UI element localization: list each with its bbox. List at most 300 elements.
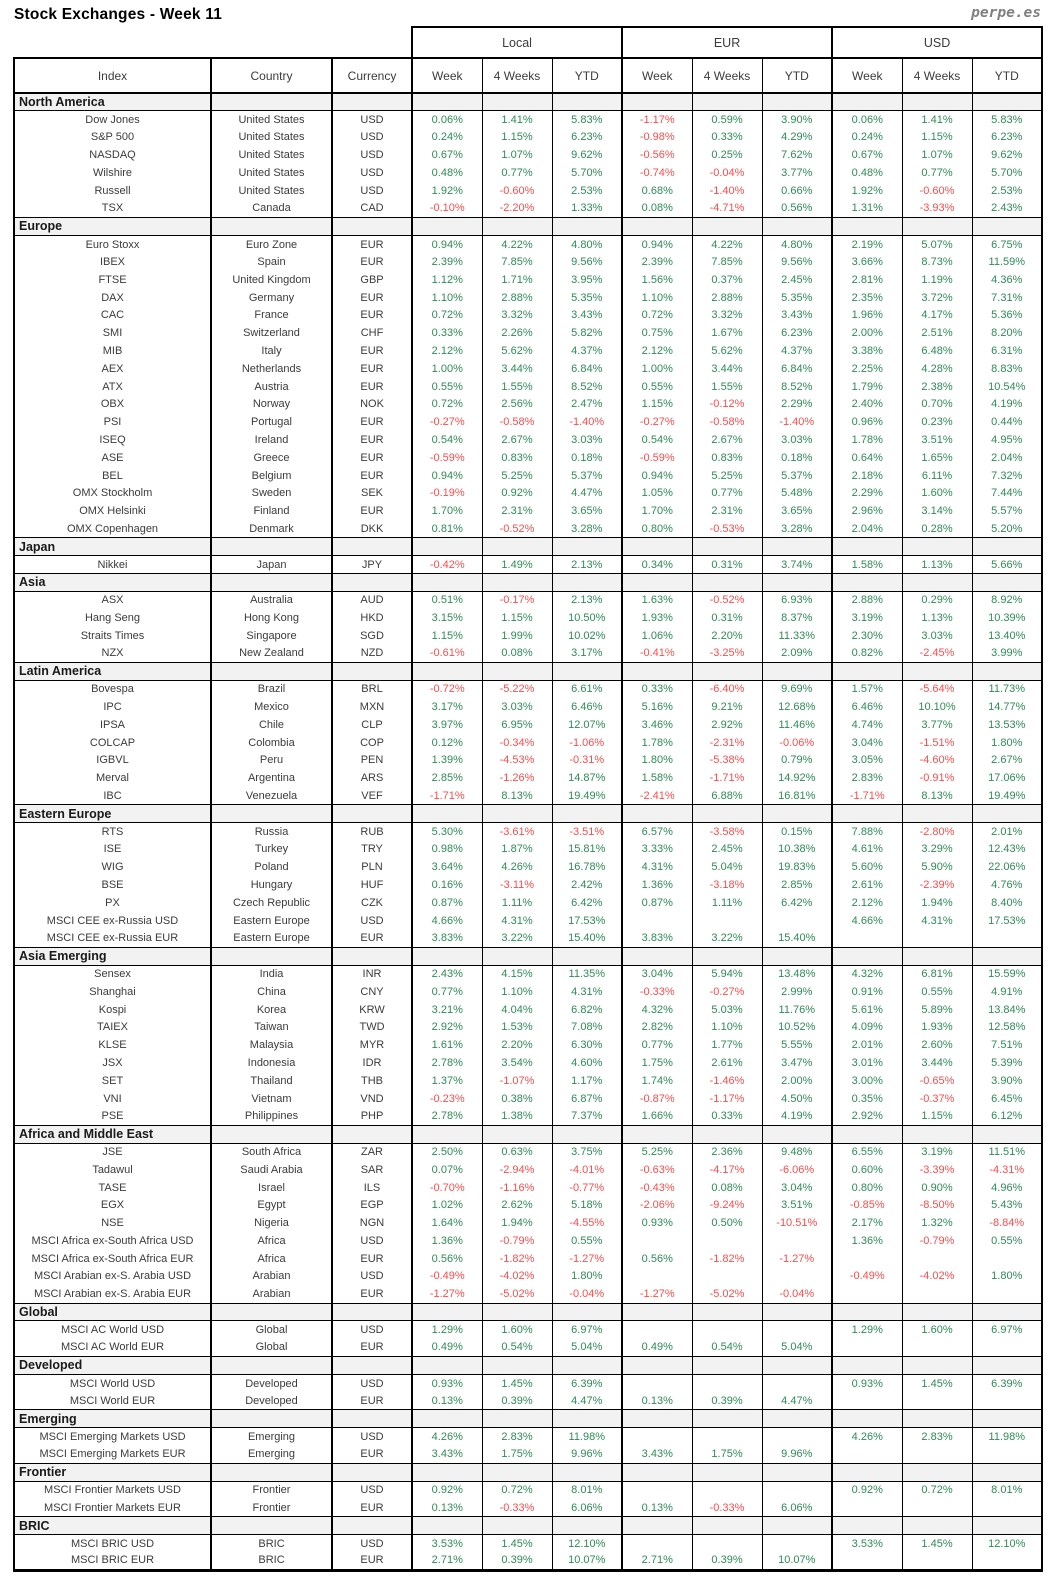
value-cell (972, 929, 1042, 947)
section-cell (832, 93, 902, 111)
value-cell: 1.80% (552, 1268, 622, 1286)
currency-cell: ZAR (332, 1143, 412, 1161)
value-cell: 2.88% (692, 289, 762, 307)
column-header-row (14, 58, 1042, 93)
country-cell: Norway (211, 396, 332, 414)
value-cell: 0.94% (412, 235, 482, 253)
col-header-country: Country (211, 58, 332, 93)
section-title: Frontier (14, 1463, 211, 1481)
value-cell: -0.52% (692, 591, 762, 609)
value-cell: 3.43% (552, 307, 622, 325)
value-cell: 3.03% (762, 431, 832, 449)
value-cell: 1.93% (902, 1018, 972, 1036)
value-cell: 3.17% (412, 698, 482, 716)
section-cell (552, 1125, 622, 1143)
currency-cell: HUF (332, 876, 412, 894)
value-cell: 10.39% (972, 609, 1042, 627)
value-cell: 0.92% (412, 1481, 482, 1499)
value-cell: 0.44% (972, 413, 1042, 431)
section-cell (332, 574, 412, 592)
value-cell: 0.33% (622, 680, 692, 698)
value-cell: 0.55% (622, 378, 692, 396)
country-cell: Emerging (211, 1446, 332, 1464)
col-header-index: Index (14, 58, 211, 93)
value-cell: -0.58% (692, 413, 762, 431)
value-cell: 1.17% (552, 1072, 622, 1090)
value-cell: 5.39% (972, 1054, 1042, 1072)
value-cell: 2.67% (482, 431, 552, 449)
index-cell: MSCI BRIC EUR (14, 1552, 211, 1570)
value-cell: 9.96% (552, 1446, 622, 1464)
value-cell: 1.57% (832, 680, 902, 698)
value-cell: 12.58% (972, 1018, 1042, 1036)
value-cell: 1.55% (482, 378, 552, 396)
value-cell: 1.19% (902, 271, 972, 289)
value-cell: 2.81% (832, 271, 902, 289)
table-row (14, 1499, 1042, 1517)
value-cell: 1.11% (692, 894, 762, 912)
value-cell: 0.56% (622, 1250, 692, 1268)
value-cell: 6.42% (552, 894, 622, 912)
section-cell (412, 1463, 482, 1481)
value-cell: 2.04% (832, 520, 902, 538)
section-cell (552, 538, 622, 556)
value-cell: 3.33% (622, 840, 692, 858)
country-cell: Russia (211, 823, 332, 841)
value-cell: 0.39% (482, 1392, 552, 1410)
value-cell: -5.02% (692, 1285, 762, 1303)
value-cell: 11.73% (972, 680, 1042, 698)
country-cell: United States (211, 111, 332, 129)
table-row (14, 1428, 1042, 1446)
value-cell: 4.15% (482, 965, 552, 983)
value-cell: 11.98% (972, 1428, 1042, 1446)
value-cell (622, 1232, 692, 1250)
value-cell: -4.31% (972, 1161, 1042, 1179)
value-cell: 6.81% (902, 965, 972, 983)
section-cell (412, 663, 482, 681)
value-cell (972, 1392, 1042, 1410)
country-cell: Frontier (211, 1499, 332, 1517)
value-cell (692, 1374, 762, 1392)
value-cell: 15.59% (972, 965, 1042, 983)
value-cell: -2.80% (902, 823, 972, 841)
country-cell: Eastern Europe (211, 929, 332, 947)
value-cell: -0.52% (482, 520, 552, 538)
currency-cell: EUR (332, 502, 412, 520)
index-cell: MSCI BRIC USD (14, 1535, 211, 1553)
value-cell: -0.43% (622, 1179, 692, 1197)
section-cell (211, 574, 332, 592)
currency-cell: VEF (332, 787, 412, 805)
section-cell (482, 93, 552, 111)
value-cell: 0.94% (412, 467, 482, 485)
value-cell: 1.29% (412, 1321, 482, 1339)
value-cell: 0.49% (622, 1339, 692, 1357)
value-cell: 3.90% (972, 1072, 1042, 1090)
group-header-local: Local (412, 27, 622, 58)
value-cell: -0.04% (762, 1285, 832, 1303)
index-cell: S&P 500 (14, 129, 211, 147)
section-cell (972, 805, 1042, 823)
country-cell: Canada (211, 200, 332, 218)
currency-cell: EGP (332, 1196, 412, 1214)
value-cell (762, 1535, 832, 1553)
index-cell: Hang Seng (14, 609, 211, 627)
value-cell: 3.03% (482, 698, 552, 716)
value-cell: 12.07% (552, 716, 622, 734)
value-cell (762, 1232, 832, 1250)
value-cell: 7.85% (692, 253, 762, 271)
currency-cell: SEK (332, 485, 412, 503)
value-cell: 6.82% (552, 1001, 622, 1019)
value-cell: 2.53% (552, 182, 622, 200)
country-cell: Developed (211, 1374, 332, 1392)
value-cell: 7.08% (552, 1018, 622, 1036)
value-cell: -1.71% (412, 787, 482, 805)
value-cell: 8.37% (762, 609, 832, 627)
value-cell: 0.49% (412, 1339, 482, 1357)
currency-cell: CLP (332, 716, 412, 734)
value-cell: -3.51% (552, 823, 622, 841)
value-cell: 5.18% (552, 1196, 622, 1214)
value-cell: 0.77% (482, 164, 552, 182)
value-cell: 2.85% (412, 769, 482, 787)
value-cell: 5.62% (692, 342, 762, 360)
country-cell: New Zealand (211, 645, 332, 663)
section-cell (762, 574, 832, 592)
value-cell: 10.02% (552, 627, 622, 645)
section-cell (482, 1303, 552, 1321)
value-cell: 9.69% (762, 680, 832, 698)
value-cell (692, 1481, 762, 1499)
value-cell: 10.07% (552, 1552, 622, 1570)
value-cell: 1.49% (482, 556, 552, 574)
section-cell (692, 93, 762, 111)
section-cell (692, 663, 762, 681)
table-row (14, 1392, 1042, 1410)
value-cell: 1.64% (412, 1214, 482, 1232)
value-cell: 2.45% (692, 840, 762, 858)
value-cell: 12.68% (762, 698, 832, 716)
section-row (14, 1410, 1042, 1428)
section-cell (412, 947, 482, 965)
value-cell: 6.75% (972, 235, 1042, 253)
value-cell: -3.25% (692, 645, 762, 663)
section-cell (211, 1463, 332, 1481)
currency-cell: JPY (332, 556, 412, 574)
value-cell: 1.78% (622, 734, 692, 752)
value-cell: 1.12% (412, 271, 482, 289)
table-row (14, 1214, 1042, 1232)
country-cell: Saudi Arabia (211, 1161, 332, 1179)
value-cell: 4.37% (552, 342, 622, 360)
value-cell: 1.10% (692, 1018, 762, 1036)
section-cell (972, 1517, 1042, 1535)
section-cell (832, 1463, 902, 1481)
value-cell: 1.74% (622, 1072, 692, 1090)
value-cell: 5.70% (552, 164, 622, 182)
country-cell: Indonesia (211, 1054, 332, 1072)
value-cell: 2.01% (972, 823, 1042, 841)
country-cell: Arabian (211, 1285, 332, 1303)
value-cell: 1.06% (622, 627, 692, 645)
index-cell: WIG (14, 858, 211, 876)
index-cell: FTSE (14, 271, 211, 289)
value-cell: 3.44% (482, 360, 552, 378)
value-cell: 1.13% (902, 556, 972, 574)
table-row (14, 1552, 1042, 1570)
index-cell: Shanghai (14, 983, 211, 1001)
value-cell: 8.73% (902, 253, 972, 271)
value-cell: 2.20% (482, 1036, 552, 1054)
value-cell: 4.04% (482, 1001, 552, 1019)
value-cell: 4.17% (902, 307, 972, 325)
value-cell: -4.60% (902, 751, 972, 769)
section-cell (902, 1463, 972, 1481)
value-cell: 3.64% (412, 858, 482, 876)
currency-cell: USD (332, 164, 412, 182)
value-cell: 2.83% (482, 1428, 552, 1446)
section-cell (622, 1125, 692, 1143)
country-cell: Germany (211, 289, 332, 307)
value-cell: -0.74% (622, 164, 692, 182)
value-cell: 1.70% (622, 502, 692, 520)
section-cell (332, 1410, 412, 1428)
section-cell (482, 663, 552, 681)
value-cell: -1.71% (832, 787, 902, 805)
table-row (14, 894, 1042, 912)
value-cell: 1.99% (482, 627, 552, 645)
section-cell (902, 574, 972, 592)
currency-cell: USD (332, 1321, 412, 1339)
value-cell: 1.94% (902, 894, 972, 912)
value-cell: 4.80% (762, 235, 832, 253)
section-title: Asia Emerging (14, 947, 211, 965)
value-cell: 4.28% (902, 360, 972, 378)
section-cell (332, 538, 412, 556)
value-cell: -1.46% (692, 1072, 762, 1090)
value-cell: -1.40% (762, 413, 832, 431)
value-cell: 3.65% (552, 502, 622, 520)
country-cell: Israel (211, 1179, 332, 1197)
value-cell: -2.31% (692, 734, 762, 752)
value-cell (692, 1268, 762, 1286)
currency-cell: AUD (332, 591, 412, 609)
column-group-row (14, 27, 1042, 58)
value-cell: 1.15% (482, 609, 552, 627)
section-cell (972, 574, 1042, 592)
table-row (14, 1268, 1042, 1286)
index-cell: MSCI CEE ex-Russia EUR (14, 929, 211, 947)
value-cell: -5.02% (482, 1285, 552, 1303)
value-cell: 6.45% (972, 1090, 1042, 1108)
country-cell: Portugal (211, 413, 332, 431)
value-cell: 2.19% (832, 235, 902, 253)
table-row (14, 698, 1042, 716)
value-cell: 4.74% (832, 716, 902, 734)
section-cell (972, 1463, 1042, 1481)
section-cell (762, 1125, 832, 1143)
currency-cell: USD (332, 1232, 412, 1250)
value-cell: -0.60% (482, 182, 552, 200)
value-cell: 0.33% (692, 129, 762, 147)
value-cell: 1.58% (622, 769, 692, 787)
section-cell (412, 1517, 482, 1535)
value-cell: 7.85% (482, 253, 552, 271)
value-cell: -0.31% (552, 751, 622, 769)
value-cell: 6.39% (972, 1374, 1042, 1392)
value-cell: -0.91% (902, 769, 972, 787)
value-cell: 0.13% (412, 1392, 482, 1410)
country-cell: Peru (211, 751, 332, 769)
value-cell: 2.13% (552, 556, 622, 574)
currency-cell: ARS (332, 769, 412, 787)
index-cell: PSI (14, 413, 211, 431)
value-cell: 1.96% (832, 307, 902, 325)
value-cell (832, 1446, 902, 1464)
currency-cell: PEN (332, 751, 412, 769)
country-cell: United Kingdom (211, 271, 332, 289)
currency-cell: USD (332, 129, 412, 147)
value-cell: 7.51% (972, 1036, 1042, 1054)
value-cell: 2.83% (902, 1428, 972, 1446)
value-cell: 0.92% (832, 1481, 902, 1499)
stock-table (13, 26, 1043, 1572)
value-cell: 3.77% (762, 164, 832, 182)
value-cell: -0.23% (412, 1090, 482, 1108)
value-cell: -4.17% (692, 1161, 762, 1179)
country-cell: Malaysia (211, 1036, 332, 1054)
value-cell: 3.15% (412, 609, 482, 627)
country-cell: Hungary (211, 876, 332, 894)
value-cell: 0.06% (412, 111, 482, 129)
value-cell: 6.61% (552, 680, 622, 698)
value-cell: 0.12% (412, 734, 482, 752)
value-cell: 4.96% (972, 1179, 1042, 1197)
value-cell: 0.34% (622, 556, 692, 574)
country-cell: Argentina (211, 769, 332, 787)
value-cell: -0.10% (412, 200, 482, 218)
section-cell (332, 93, 412, 111)
value-cell: 0.38% (482, 1090, 552, 1108)
section-cell (692, 538, 762, 556)
section-cell (762, 1463, 832, 1481)
value-cell: 2.29% (762, 396, 832, 414)
value-cell: 0.18% (552, 449, 622, 467)
section-cell (482, 218, 552, 236)
country-cell: Africa (211, 1232, 332, 1250)
value-cell: -0.98% (622, 129, 692, 147)
value-cell: 2.12% (412, 342, 482, 360)
value-cell (972, 1339, 1042, 1357)
value-cell: 4.19% (972, 396, 1042, 414)
section-cell (412, 574, 482, 592)
value-cell: 4.50% (762, 1090, 832, 1108)
country-cell: Chile (211, 716, 332, 734)
value-cell: 0.31% (692, 609, 762, 627)
value-cell (972, 1552, 1042, 1570)
value-cell: -9.24% (692, 1196, 762, 1214)
section-cell (692, 1463, 762, 1481)
value-cell: 5.43% (972, 1196, 1042, 1214)
index-cell: Nikkei (14, 556, 211, 574)
section-cell (692, 1410, 762, 1428)
currency-cell: TWD (332, 1018, 412, 1036)
value-cell: 2.71% (412, 1552, 482, 1570)
value-cell: 7.31% (972, 289, 1042, 307)
section-cell (412, 805, 482, 823)
value-cell: -0.19% (412, 485, 482, 503)
value-cell: -0.56% (622, 146, 692, 164)
index-cell: NASDAQ (14, 146, 211, 164)
value-cell: 11.51% (972, 1143, 1042, 1161)
value-cell: 1.60% (902, 1321, 972, 1339)
value-cell: 5.90% (902, 858, 972, 876)
value-cell: 4.26% (482, 858, 552, 876)
value-cell: -2.45% (902, 645, 972, 663)
value-cell: 0.16% (412, 876, 482, 894)
value-cell (622, 1268, 692, 1286)
country-cell: Eastern Europe (211, 912, 332, 930)
value-cell: 4.22% (482, 235, 552, 253)
value-cell: 19.49% (552, 787, 622, 805)
section-cell (762, 1517, 832, 1535)
col-header-week: Week (832, 58, 902, 93)
value-cell (972, 1446, 1042, 1464)
index-cell: NSE (14, 1214, 211, 1232)
value-cell: 22.06% (972, 858, 1042, 876)
value-cell: 0.08% (622, 200, 692, 218)
value-cell: 6.46% (832, 698, 902, 716)
index-cell: SMI (14, 324, 211, 342)
value-cell: 7.44% (972, 485, 1042, 503)
currency-cell: PHP (332, 1107, 412, 1125)
index-cell: MSCI Frontier Markets EUR (14, 1499, 211, 1517)
value-cell: 5.20% (972, 520, 1042, 538)
table-row (14, 591, 1042, 609)
value-cell: 2.29% (832, 485, 902, 503)
value-cell: 3.19% (902, 1143, 972, 1161)
value-cell: 10.10% (902, 698, 972, 716)
section-cell (972, 218, 1042, 236)
country-cell: Global (211, 1321, 332, 1339)
value-cell: -0.49% (832, 1268, 902, 1286)
table-row (14, 1107, 1042, 1125)
value-cell: 0.07% (412, 1161, 482, 1179)
section-cell (332, 947, 412, 965)
value-cell: 3.38% (832, 342, 902, 360)
index-cell: Dow Jones (14, 111, 211, 129)
value-cell: 3.03% (552, 431, 622, 449)
currency-cell: EUR (332, 235, 412, 253)
section-cell (622, 1410, 692, 1428)
value-cell: -0.77% (552, 1179, 622, 1197)
section-row (14, 93, 1042, 111)
value-cell: -0.04% (552, 1285, 622, 1303)
table-row (14, 680, 1042, 698)
section-cell (832, 1357, 902, 1375)
value-cell: 7.37% (552, 1107, 622, 1125)
section-cell (692, 1357, 762, 1375)
table-row (14, 164, 1042, 182)
value-cell: 1.32% (902, 1214, 972, 1232)
value-cell: 0.35% (832, 1090, 902, 1108)
value-cell: -0.41% (622, 645, 692, 663)
value-cell: 5.94% (692, 965, 762, 983)
value-cell: 2.43% (412, 965, 482, 983)
value-cell: 15.40% (552, 929, 622, 947)
